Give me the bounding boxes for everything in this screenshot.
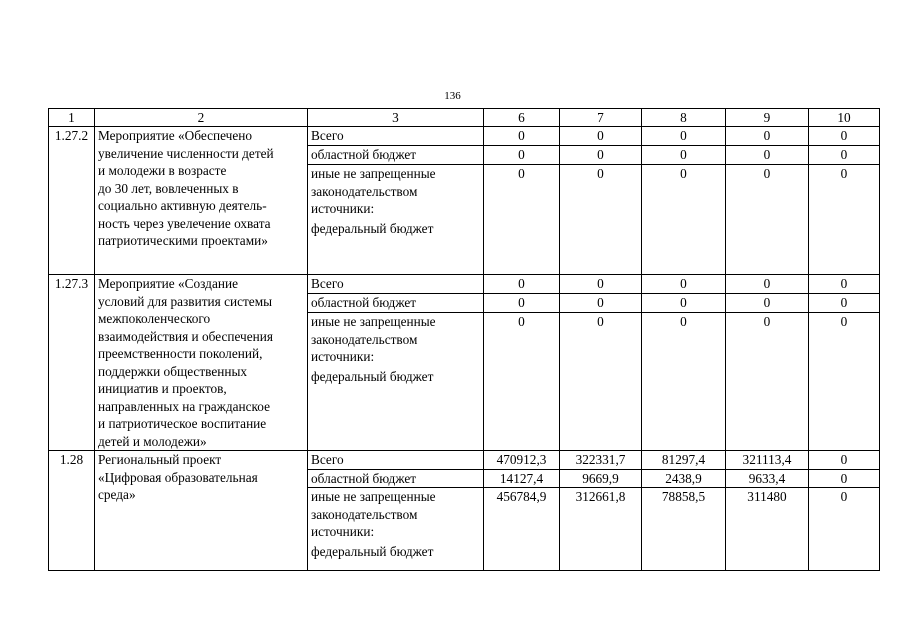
value-cell: 0 bbox=[809, 294, 880, 313]
item-code: 1.28 bbox=[49, 451, 95, 571]
funding-source bbox=[308, 469, 484, 488]
value-cell: 0 bbox=[642, 313, 726, 451]
funding-source-label: Всего bbox=[311, 452, 344, 467]
value-cell: 0 bbox=[809, 127, 880, 146]
funding-source-federal: федеральный бюджет bbox=[311, 368, 434, 384]
funding-source bbox=[308, 275, 484, 294]
value-cell: 0 bbox=[484, 146, 560, 165]
value-cell: 456784,9 bbox=[484, 488, 560, 571]
page-number: 136 bbox=[444, 90, 461, 102]
column-header: 8 bbox=[642, 109, 726, 127]
column-header: 2 bbox=[95, 109, 308, 127]
value-cell: 0 bbox=[642, 146, 726, 165]
funding-source bbox=[308, 127, 484, 146]
column-header: 9 bbox=[726, 109, 809, 127]
value-cell: 0 bbox=[726, 127, 809, 146]
table-row bbox=[49, 275, 880, 294]
column-header: 6 bbox=[484, 109, 560, 127]
funding-source-label: областной бюджет bbox=[311, 295, 417, 311]
funding-source-federal: федеральный бюджет bbox=[311, 220, 434, 236]
value-cell: 0 bbox=[726, 146, 809, 165]
funding-source-federal: федеральный бюджет bbox=[311, 543, 434, 559]
funding-source bbox=[308, 165, 484, 275]
funding-source-label: иные не запрещенные законодательством источники: bbox=[311, 489, 436, 539]
value-cell: 0 bbox=[484, 127, 560, 146]
value-cell: 78858,5 bbox=[642, 488, 726, 571]
column-header: 3 bbox=[308, 109, 484, 127]
value-cell: 0 bbox=[560, 275, 642, 294]
item-description: Региональный проект «Цифровая образовательная среда» bbox=[95, 451, 308, 571]
column-header: 7 bbox=[560, 109, 642, 127]
column-header: 10 bbox=[809, 109, 880, 127]
value-cell: 0 bbox=[560, 294, 642, 313]
funding-source-label: иные не запрещенные законодательством источники: bbox=[311, 166, 436, 216]
funding-source-label: Всего bbox=[311, 276, 344, 291]
table-row bbox=[49, 451, 880, 470]
value-cell: 312661,8 bbox=[560, 488, 642, 571]
value-cell: 9633,4 bbox=[726, 469, 809, 488]
value-cell: 0 bbox=[560, 146, 642, 165]
value-cell: 0 bbox=[809, 146, 880, 165]
value-cell: 0 bbox=[809, 165, 880, 275]
funding-source bbox=[308, 313, 484, 451]
budget-table bbox=[48, 108, 880, 571]
value-cell: 322331,7 bbox=[560, 451, 642, 470]
item-code: 1.27.3 bbox=[49, 275, 95, 451]
value-cell: 14127,4 bbox=[484, 469, 560, 488]
value-cell: 0 bbox=[809, 488, 880, 571]
funding-source-label: областной бюджет bbox=[311, 147, 417, 162]
value-cell: 0 bbox=[809, 469, 880, 488]
value-cell: 0 bbox=[484, 275, 560, 294]
item-description: Мероприятие «Создание условий для развития системы межпоколенческого взаимодействия и обеспечения преемственности поколений, поддержки общественных инициатив и проектов, направленных на гражданское и патриотическое воспитание детей и молодежи» bbox=[95, 275, 308, 451]
value-cell: 0 bbox=[560, 165, 642, 275]
funding-source bbox=[308, 488, 484, 571]
funding-source bbox=[308, 146, 484, 165]
value-cell: 470912,3 bbox=[484, 451, 560, 470]
value-cell: 311480 bbox=[726, 488, 809, 571]
header-row bbox=[49, 109, 880, 127]
value-cell: 0 bbox=[809, 275, 880, 294]
column-header: 1 bbox=[49, 109, 95, 127]
value-cell: 0 bbox=[484, 294, 560, 313]
value-cell: 0 bbox=[484, 313, 560, 451]
funding-source bbox=[308, 451, 484, 470]
value-cell: 0 bbox=[726, 275, 809, 294]
value-cell: 2438,9 bbox=[642, 469, 726, 488]
funding-source bbox=[308, 294, 484, 313]
value-cell: 0 bbox=[642, 275, 726, 294]
table-row bbox=[49, 127, 880, 146]
value-cell: 81297,4 bbox=[642, 451, 726, 470]
funding-source-label: областной бюджет bbox=[311, 470, 417, 486]
value-cell: 0 bbox=[642, 165, 726, 275]
value-cell: 0 bbox=[726, 165, 809, 275]
value-cell: 0 bbox=[726, 294, 809, 313]
item-description: Мероприятие «Обеспечено увеличение численности детей и молодежи в возрасте до 30 лет, вовлеченных в социально активную деятель- ность через увелечение охвата патриотическими проектами» bbox=[95, 127, 308, 275]
value-cell: 321113,4 bbox=[726, 451, 809, 470]
value-cell: 0 bbox=[809, 451, 880, 470]
value-cell: 0 bbox=[484, 165, 560, 275]
value-cell: 0 bbox=[560, 313, 642, 451]
funding-source-label: иные не запрещенные законодательством источники: bbox=[311, 314, 436, 365]
value-cell: 0 bbox=[642, 294, 726, 313]
value-cell: 9669,9 bbox=[560, 469, 642, 488]
value-cell: 0 bbox=[809, 313, 880, 451]
item-code: 1.27.2 bbox=[49, 127, 95, 275]
value-cell: 0 bbox=[726, 313, 809, 451]
funding-source-label: Всего bbox=[311, 128, 344, 143]
value-cell: 0 bbox=[560, 127, 642, 146]
value-cell: 0 bbox=[642, 127, 726, 146]
